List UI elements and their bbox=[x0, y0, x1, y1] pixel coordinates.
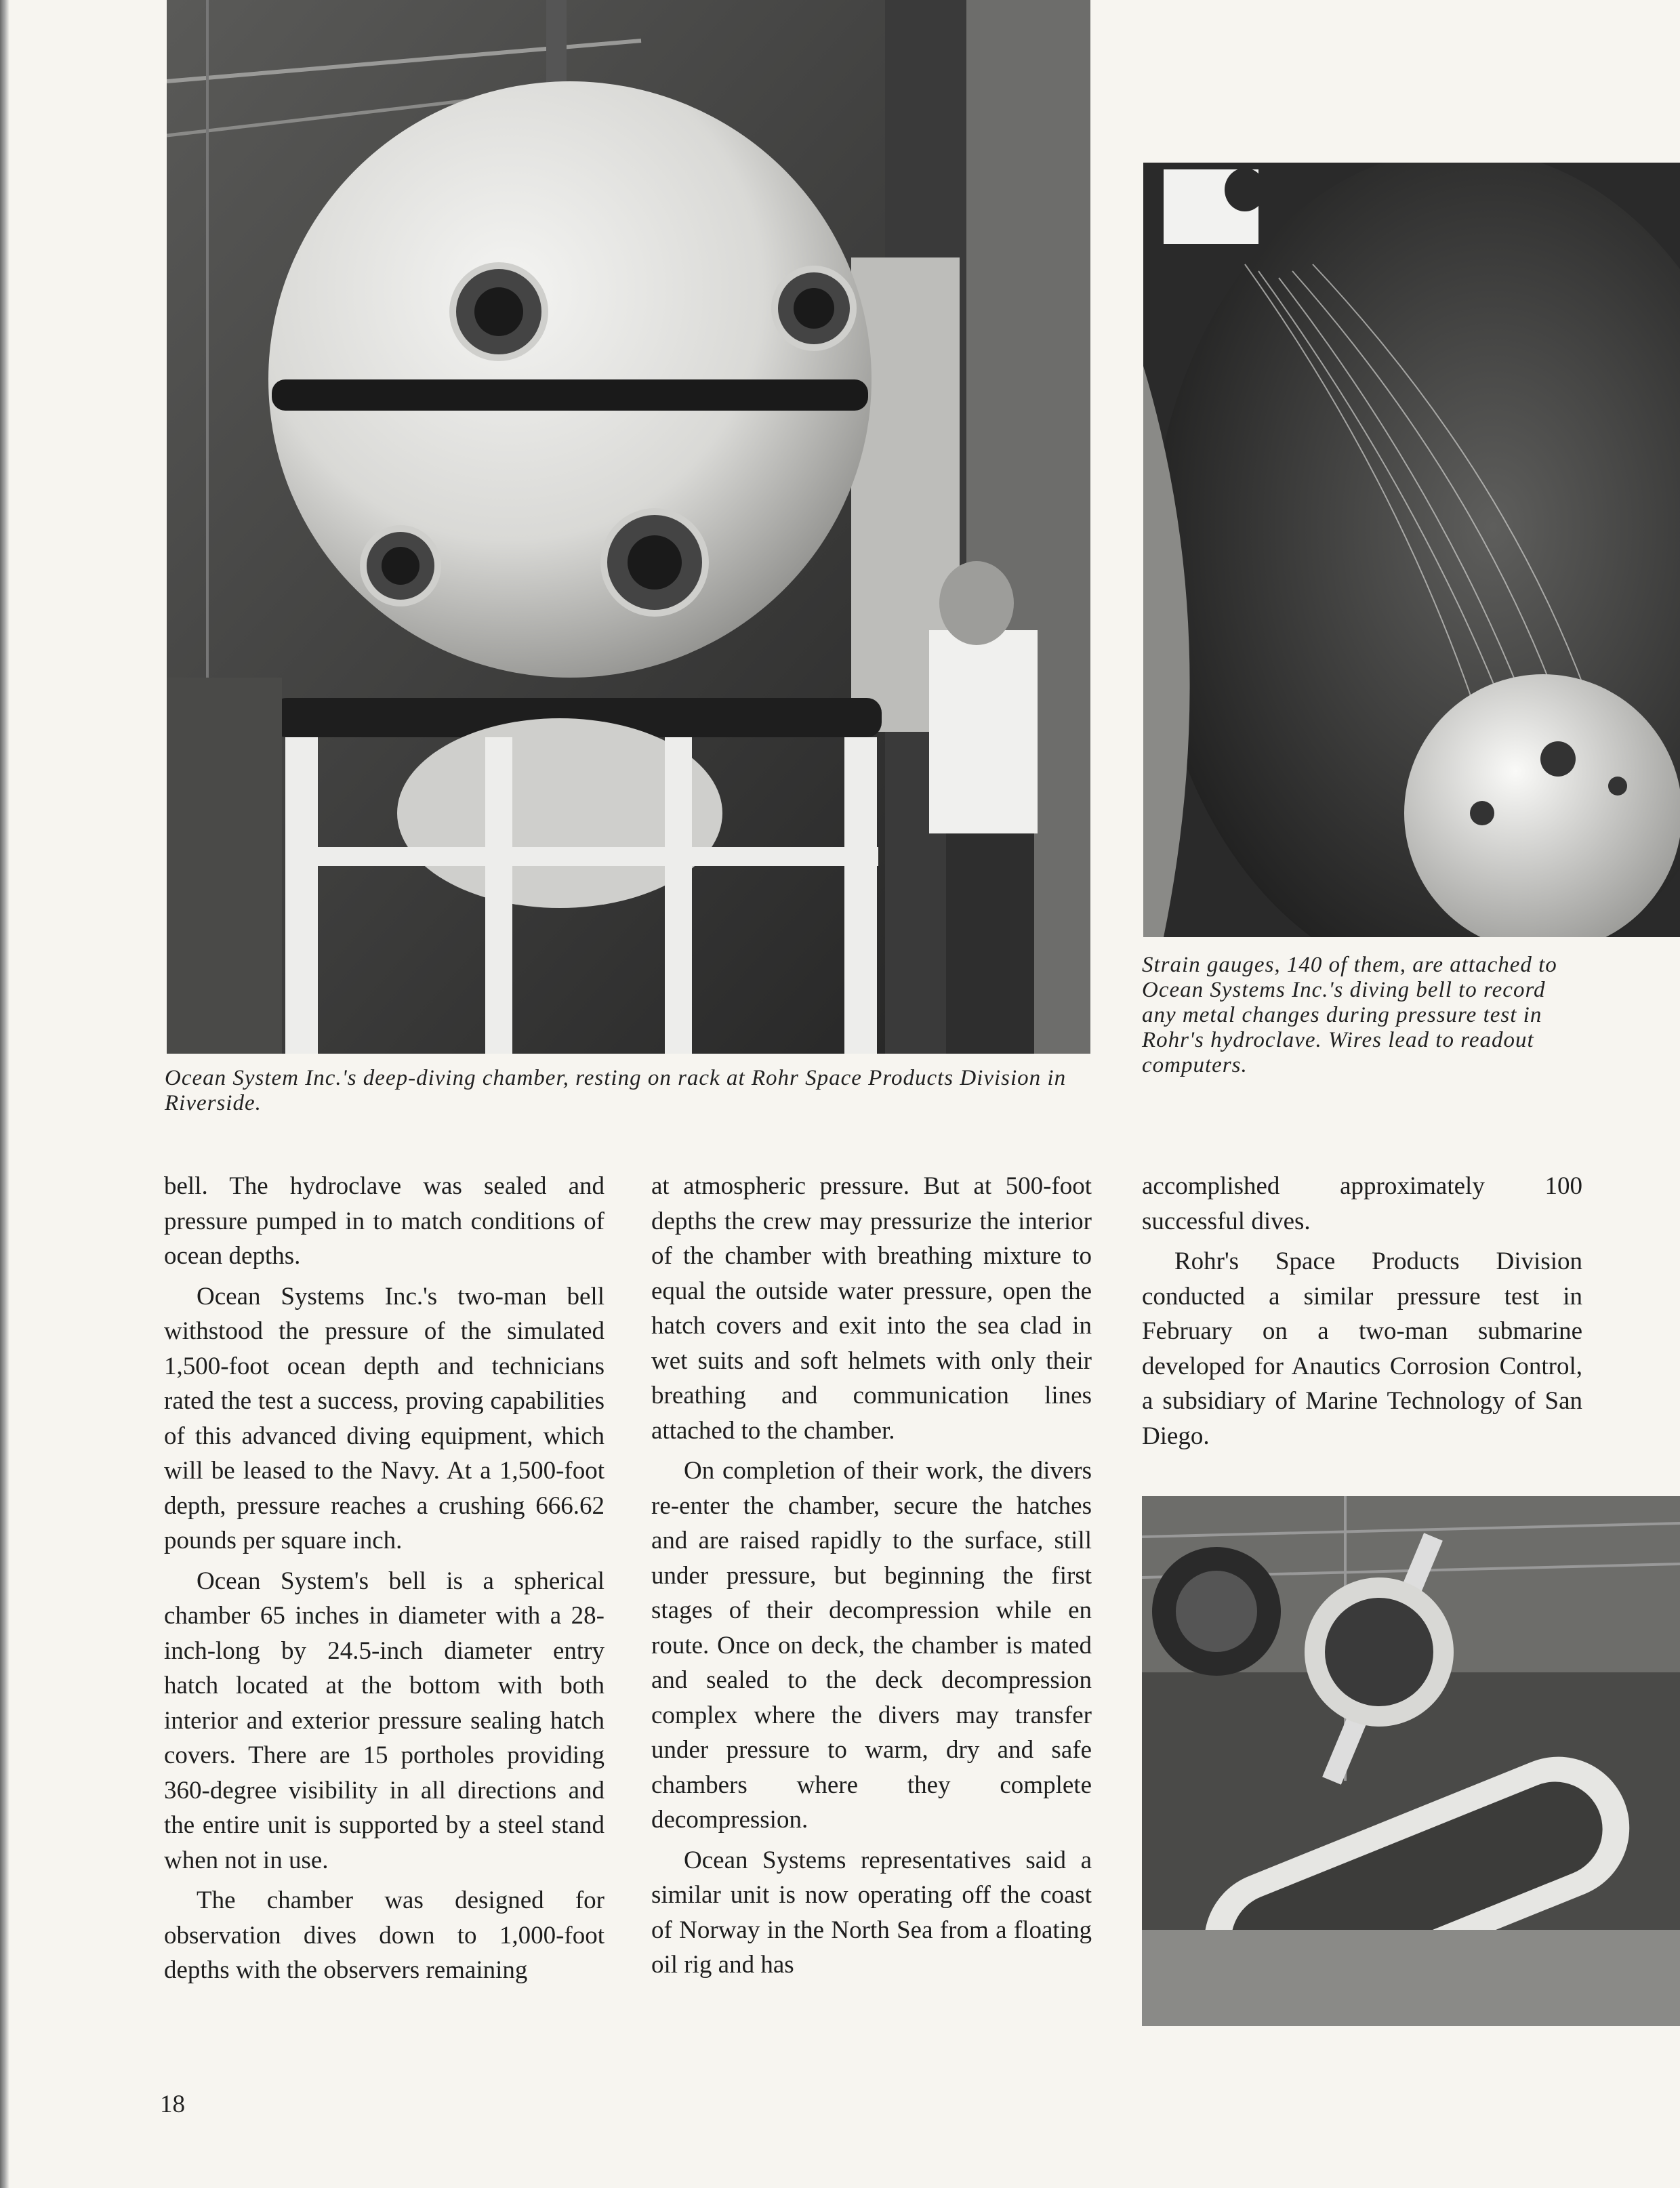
text-column-1 bbox=[164, 1169, 605, 1988]
page-number: 18 bbox=[160, 2090, 185, 2118]
text-column-2 bbox=[651, 1169, 1092, 1983]
paragraph: at atmospheric pressure. But at 500-foot depths the crew may pressurize the interior of the chamber with breathing mixture to equal the outside water pressure, open the hatch covers and exit into the sea clad in wet suits and soft helmets with only their breathing and communication lines attached to the chamber. bbox=[651, 1172, 1092, 1445]
text-column-3 bbox=[1142, 1169, 1582, 1453]
paragraph: bell. The hydroclave was sealed and pressure pumped in to match conditions of ocean depths. bbox=[164, 1172, 605, 1270]
diving-chamber-photo bbox=[167, 0, 1090, 1054]
page-edge bbox=[0, 0, 9, 2188]
paragraph: Ocean System's bell is a spherical chamber 65 inches in diameter with a 28-inch-long by 24.5-inch diameter entry hatch located at the bottom with both interior and exterior pressure sealing hatch covers. There are 15 portholes providing 360-degree visibility in all directions and the entire unit is supported by a steel stand when not in use. bbox=[164, 1567, 605, 1874]
paragraph: Rohr's Space Products Division conducted a similar pressure test in February on a two-man submarine developed for Anautics Corrosion Control, a subsidiary of Marine Technology of San Diego. bbox=[1142, 1247, 1582, 1450]
hydroclave-photo-caption: Strain gauges, 140 of them, are attached to Ocean Systems Inc.'s diving bell to record any metal changes during pressure test in Rohr's hydroclave. Wires lead to readout computers. bbox=[1142, 953, 1557, 1077]
main-photo-caption: Ocean System Inc.'s deep-diving chamber, resting on rack at Rohr Space Products Division in Riverside. bbox=[165, 1066, 1067, 1115]
paragraph: accomplished approximately 100 successful dives. bbox=[1142, 1172, 1582, 1235]
decompression-complex-illustration bbox=[1142, 1496, 1680, 2026]
hydroclave-photo bbox=[1143, 163, 1680, 937]
paragraph: Ocean Systems Inc.'s two-man bell withstood the pressure of the simulated 1,500-foot ocean depth and technicians rated the test a success, proving capabilities of this advanced diving equipment, which will be leased to the Navy. At a 1,500-foot depth, pressure reaches a crushing 666.62 pounds per square inch. bbox=[164, 1282, 605, 1554]
paragraph: On completion of their work, the divers re-enter the chamber, secure the hatches and are raised rapidly to the surface, still under pressure, but beginning the first stages of their decompression while en route. Once on deck, the chamber is mated and sealed to the deck decompression complex where the divers may transfer under pressure to warm, dry and safe chambers where they complete decompression. bbox=[651, 1457, 1092, 1834]
paragraph: Ocean Systems representatives said a similar unit is now operating off the coast of Norway in the North Sea from a floating oil rig and has bbox=[651, 1846, 1092, 1979]
paragraph: The chamber was designed for observation dives down to 1,000-foot depths with the observers remaining bbox=[164, 1886, 605, 1984]
